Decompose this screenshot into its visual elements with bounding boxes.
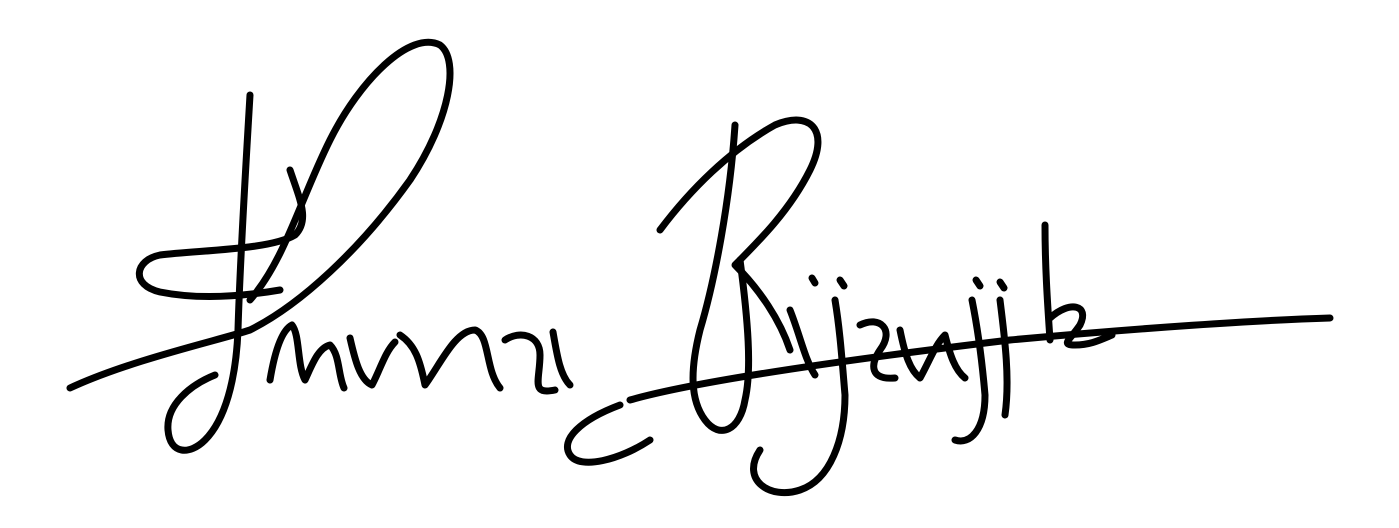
signature-first-initial [70, 42, 450, 450]
signature-first-name-rest [270, 325, 570, 391]
signature-last-name-rest [754, 225, 1112, 493]
signature-last-initial [660, 120, 818, 430]
